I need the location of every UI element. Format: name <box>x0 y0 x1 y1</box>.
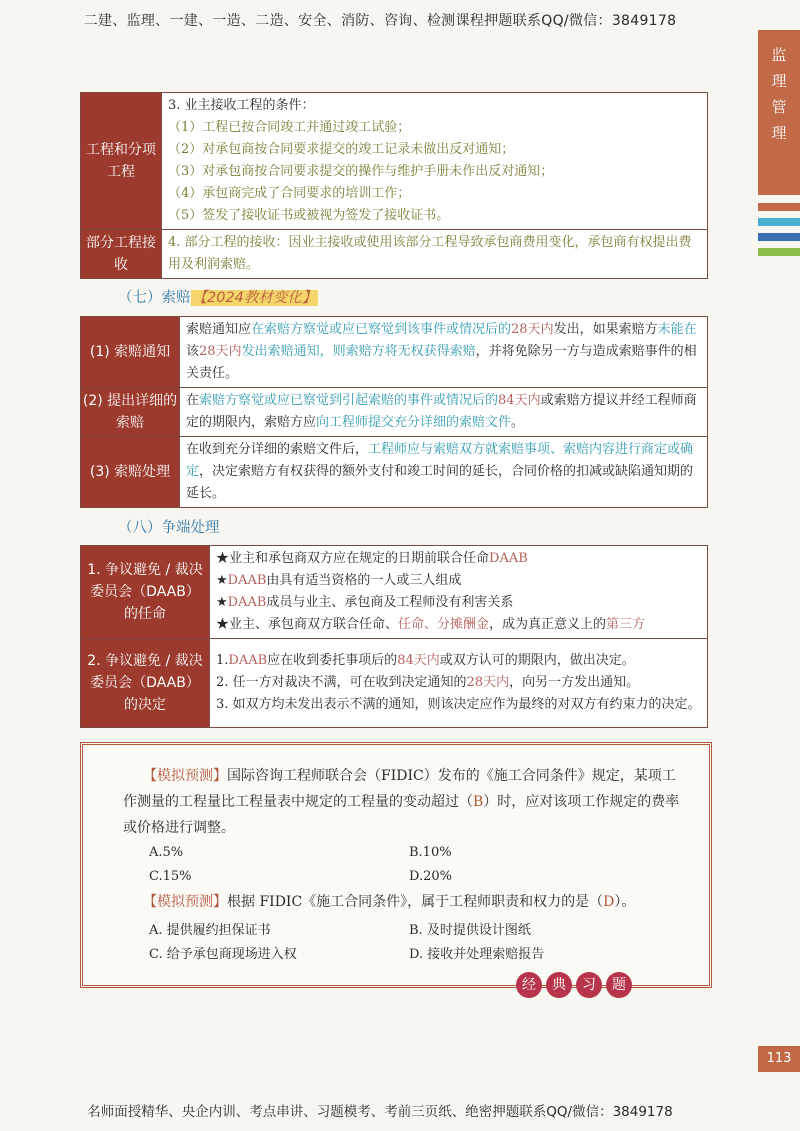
option: D.20% <box>409 869 452 884</box>
text-run: 1. <box>216 653 229 668</box>
row-content: 4. 部分工程的接收：因业主接收或使用该部分工程导致承包商费用变化，承包商有权提出费用及利润索赔。 <box>162 230 708 279</box>
row-label: 1. 争议避免 / 裁决委员会（DAAB）的任命 <box>81 546 210 639</box>
text-run: 该 <box>186 344 200 359</box>
text-run: 成员与业主、承包商及工程师没有利害关系 <box>266 595 514 610</box>
text-run: 28天内 <box>511 322 554 337</box>
text-run: 84天内 <box>498 393 541 408</box>
text-run: DAAB <box>227 573 267 588</box>
side-tab-char: 监 <box>771 46 787 64</box>
section-title: （八）争端处理 <box>118 520 220 536</box>
text-run: ★ <box>216 573 228 588</box>
text-run: 索赔通知应 <box>186 322 252 337</box>
page-header: 二建、监理、一建、一造、二造、安全、消防、咨询、检测课程押题联系QQ/微信：3849178 <box>83 13 677 29</box>
question-text: 国际咨询工程师联合会（FIDIC）发布的《施工合同条件》规定，某项工作测量的工程量比工程量表中规定的工程量的变动超过（ <box>123 768 676 810</box>
chapter-side-tab <box>758 30 800 195</box>
list-item <box>216 694 701 716</box>
text-run: ，决定索赔方有权获得的额外支付和竣工时间的延长，合同价格的扣减或缺陷通知期的延长。 <box>186 464 694 501</box>
row-label: (2) 提出详细的索赔 <box>81 388 180 437</box>
question-text: 根据 FIDIC《施工合同条件》，属于工程师职责和权力的是（ <box>227 894 604 910</box>
side-tab-char: 理 <box>771 72 787 90</box>
list-item <box>216 592 701 614</box>
text-run: 2. 任一方对裁决不满，可在收到决定通知的 <box>216 675 467 690</box>
list-item: （2）对承包商按合同要求提交的竣工记录未做出反对通知； <box>168 142 515 157</box>
side-tab-char: 理 <box>771 124 787 142</box>
text-run: ★ <box>216 595 228 610</box>
text-run: DAAB <box>228 653 268 668</box>
text-run: DAAB <box>489 551 528 566</box>
text-run: 工程师应与索赔双方就索赔事项、索赔内容进行商定或确定 <box>186 442 694 479</box>
list-item: （3）对承包商按合同要求提交的操作与维护手册未作出反对通知； <box>168 164 554 179</box>
page-number: 113 <box>758 1046 800 1072</box>
list-item <box>216 614 701 636</box>
text-run: 28天内 <box>466 675 510 690</box>
practice-badge-char: 经 <box>516 972 542 998</box>
page-footer: 名师面授精华、央企内训、考点串讲、习题模考、考前三页纸、绝密押题联系QQ/微信：3849178 <box>87 1104 673 1120</box>
text-run: DAAB <box>227 595 267 610</box>
text-run: 28天内 <box>199 344 242 359</box>
color-stripe <box>758 218 800 226</box>
text-run: ，并将免除另一方与造成索赔事件的相关责任。 <box>186 344 697 381</box>
list-item: （5）签发了接收证书或被视为签发了接收证书。 <box>168 208 450 223</box>
row-label: 工程和分项工程 <box>81 93 162 230</box>
side-tab-char: 管 <box>771 98 787 116</box>
text-run: 在索赔方察觉或应已察觉到该事件或情况后的 <box>251 322 512 337</box>
row-title: 3. 业主接收工程的条件： <box>168 98 315 113</box>
text-run: 在收到充分详细的索赔文件后， <box>186 442 369 457</box>
section-title <box>118 286 318 307</box>
text-run: 或索赔方提议并经工程师商定的期限内，索赔方应 <box>186 393 697 430</box>
text-run: 在 <box>186 393 200 408</box>
text-run: 索赔方察觉或应已察觉到引起索赔的事件或情况后的 <box>199 393 499 408</box>
text-run: 应在收到委托事项后的 <box>267 653 398 668</box>
acceptance-table <box>80 92 708 279</box>
row-content <box>180 437 708 508</box>
practice-box <box>80 742 712 988</box>
row-content <box>180 317 708 388</box>
section-title-text: （七）索赔 <box>118 290 191 306</box>
row-label: 2. 争议避免 / 裁决委员会（DAAB）的决定 <box>81 639 210 728</box>
text-run: 任命、分摊酬金 <box>398 617 490 632</box>
question-2 <box>143 889 688 915</box>
practice-badge-char: 典 <box>546 972 572 998</box>
row-label: 部分工程接收 <box>81 230 162 279</box>
option: A.5% <box>149 845 184 860</box>
text-run: ★业主和承包商双方应在规定的日期前联合任命 <box>216 551 490 566</box>
question-text: ）。 <box>614 894 636 910</box>
option: B.10% <box>409 845 452 860</box>
text-run: 发出，如果索赔方 <box>553 322 658 337</box>
text-run: 由具有适当资格的一人或三人组成 <box>266 573 462 588</box>
list-item <box>216 570 701 592</box>
list-item: （4）承包商完成了合同要求的培训工作； <box>168 186 411 201</box>
practice-badge-char: 习 <box>576 972 602 998</box>
edition-change-tag: 【2024教材变化】 <box>192 290 317 306</box>
text-run: 84天内 <box>397 653 440 668</box>
question-answer: B <box>473 794 484 810</box>
option: B. 及时提供设计图纸 <box>409 923 531 938</box>
question-1 <box>123 763 688 841</box>
row-content <box>210 546 708 639</box>
question-answer: D <box>603 894 615 910</box>
question-label: 【模拟预测】 <box>143 894 227 910</box>
color-stripe <box>758 233 800 241</box>
text-run: 向工程师提交充分详细的索赔文件 <box>316 415 512 430</box>
claims-table <box>80 316 708 508</box>
row-content <box>162 93 708 230</box>
row-content <box>180 388 708 437</box>
option: A. 提供履约担保证书 <box>149 923 271 938</box>
option: C. 给予承包商现场进入权 <box>149 947 297 962</box>
dispute-table <box>80 545 708 728</box>
text-run: ★业主、承包商双方联合任命、 <box>216 617 399 632</box>
text-run: ，成为真正意义上的 <box>489 617 607 632</box>
option: D. 接收并处理索赔报告 <box>409 947 545 962</box>
text-run: 3. 如双方均未发出表示不满的通知，则该决定应作为最终的对双方有约束力的决定。 <box>216 697 701 712</box>
question-text: ）时，应对该项工作规定的费率或价格进行调整。 <box>123 794 680 836</box>
text-run: 未能在 <box>657 322 697 337</box>
text-run: 第三方 <box>606 617 646 632</box>
row-label: (3) 索赔处理 <box>81 437 180 508</box>
text-run: ，向另一方发出通知。 <box>509 675 640 690</box>
question-label: 【模拟预测】 <box>143 768 227 784</box>
list-item: （1）工程已按合同竣工并通过竣工试验； <box>168 120 411 135</box>
text-run: 发出索赔通知，则索赔方将无权获得索赔 <box>241 344 476 359</box>
practice-badge-char: 题 <box>606 972 632 998</box>
list-item <box>216 672 701 694</box>
color-stripe <box>758 248 800 256</box>
color-stripe <box>758 203 800 211</box>
row-label: (1) 索赔通知 <box>81 317 180 388</box>
row-content <box>210 639 708 728</box>
text-run: 或双方认可的期限内，做出决定。 <box>439 653 635 668</box>
text-run: 。 <box>511 415 525 430</box>
list-item <box>216 650 701 672</box>
list-item <box>216 548 701 570</box>
option: C.15% <box>149 869 192 884</box>
